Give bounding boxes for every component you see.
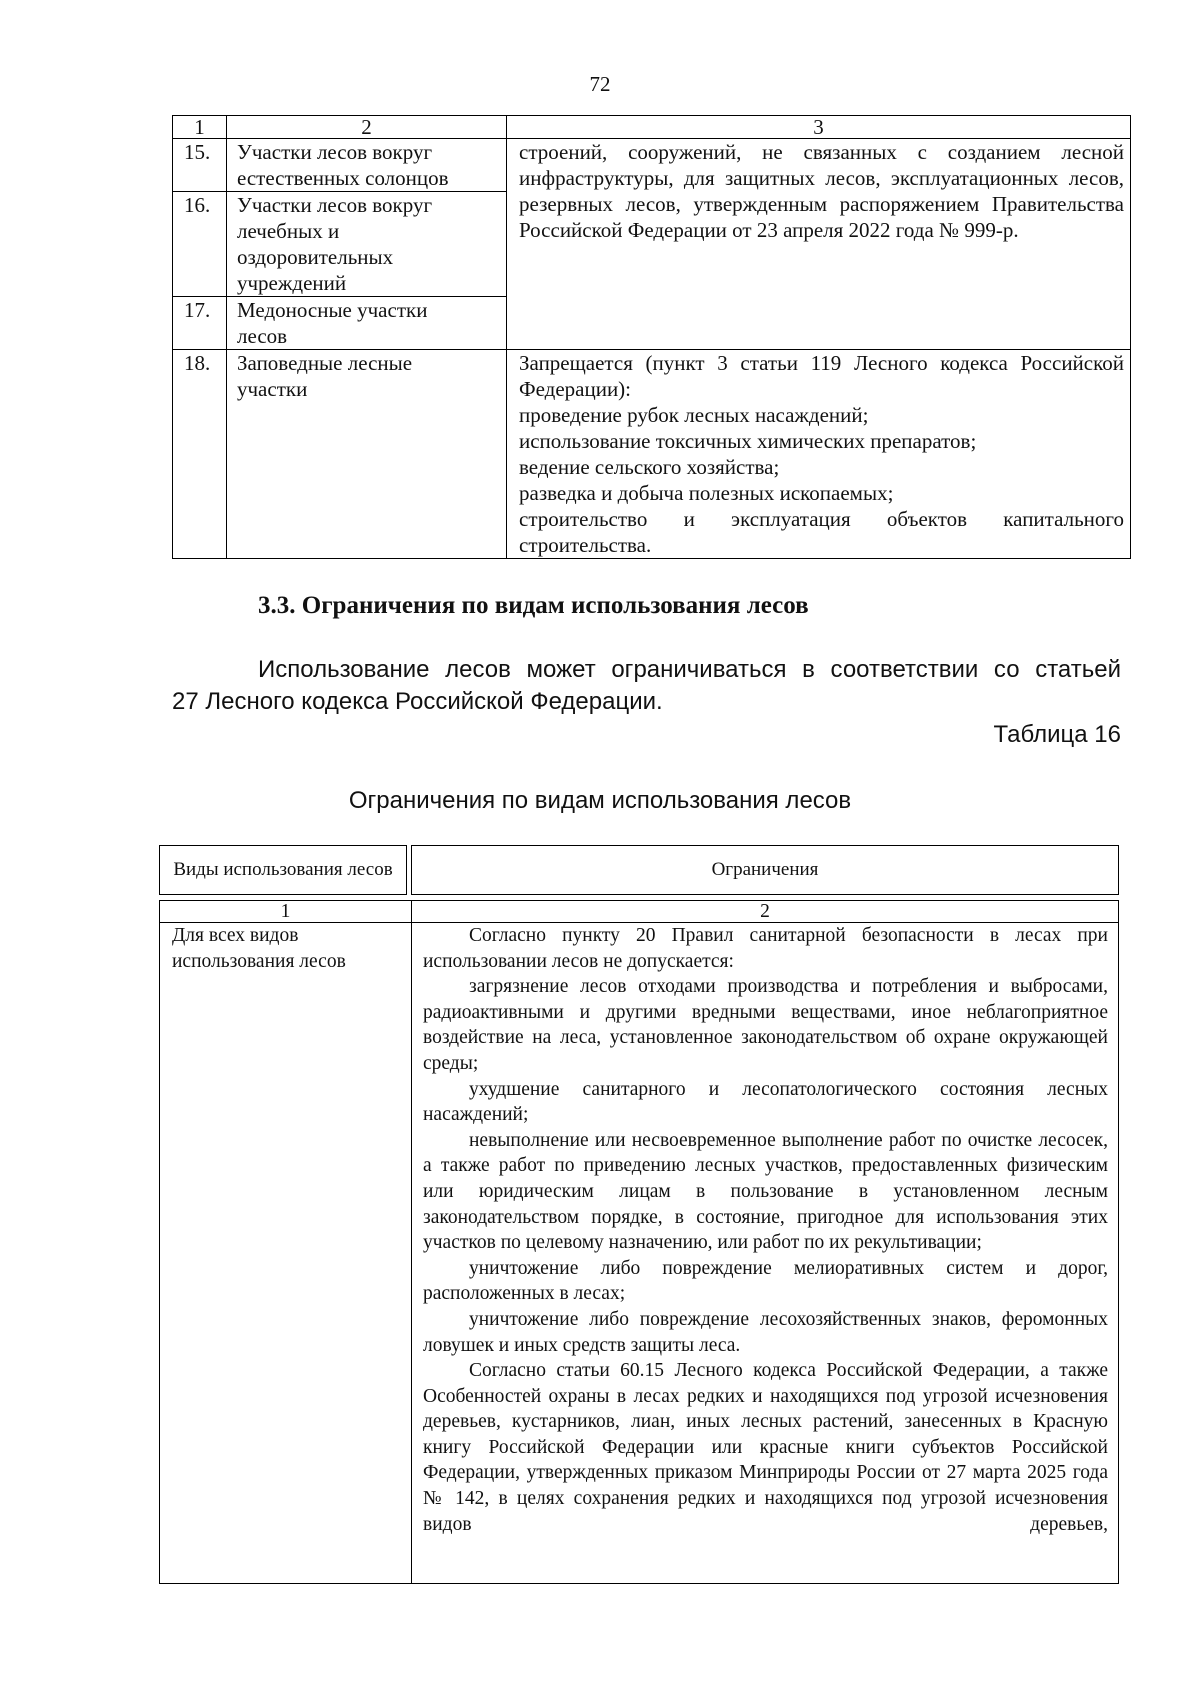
header-col-2: 2 [227, 116, 507, 139]
name-line: Участки лесов вокруг [237, 140, 433, 164]
reserved-sites-restrictions [507, 350, 1131, 559]
section-heading: 3.3. Ограничения по видам использования лесов [258, 592, 809, 619]
table-16-header [159, 845, 1119, 895]
restriction-item: строительство и эксплуатация объектов капитального строительства. [519, 507, 1124, 557]
restriction-paragraph: Согласно статьи 60.15 Лесного кодекса Российской Федерации, а также Особенностей охраны в лесах редких и находящихся под угрозой исчезновения деревьев, кустарников, лиан, иных лесных растений, занесенных в Красную книгу Российской Федерации или красные книги субъектов Российской Федерации, утвержденных приказом Минприроды России от 27 марта 2025 года № 142, в целях сохранения редких и находящихся под угрозой исчезновения видов деревьев, [423, 1360, 1108, 1535]
merged-restriction-text: строений, сооружений, не связанных с созданием лесной инфраструктуры, для защитных лесов, эксплуатационных лесов, резервных лесов, утвержденным распоряжением Правительства Российской Федерации от 23 апреля 2022 года № 999-р. [507, 139, 1131, 350]
column-number-row [160, 901, 1119, 923]
name-line: участки [237, 377, 308, 401]
name-line: естественных солонцов [237, 166, 449, 190]
restriction-item: проведение рубок лесных насаждений; [519, 403, 869, 427]
table-label: Таблица 16 [993, 721, 1121, 748]
restriction-paragraph: загрязнение лесов отходами производства и потребления и выбросами, радиоактивными и другими вредными веществами, иное неблагоприятное воздействие на леса, установленное законодательством об охране окружающей среды; [423, 976, 1108, 1074]
name-line: учреждений [237, 271, 347, 295]
row-name [227, 139, 507, 192]
row-number: 15. [173, 139, 227, 192]
page-number: 72 [589, 72, 611, 96]
table-row [160, 923, 1119, 1584]
column-number: 2 [412, 901, 1119, 923]
paragraph-line: 27 Лесного кодекса Российской Федерации. [172, 688, 663, 715]
table-row [173, 139, 1131, 192]
row-number: 18. [173, 350, 227, 559]
restriction-item: ведение сельского хозяйства; [519, 455, 780, 479]
row-name [227, 297, 507, 350]
restriction-item: разведка и добыча полезных ископаемых; [519, 481, 894, 505]
row-number: 16. [173, 192, 227, 297]
table-title: Ограничения по видам использования лесов [348, 787, 852, 814]
paragraph-line: Использование лесов может ограничиваться в соответствии со статьей [258, 656, 1121, 683]
restrictions-cell [412, 923, 1119, 1584]
restriction-paragraph: уничтожение либо повреждение лесохозяйственных знаков, феромонных ловушек и иных средств защиты леса. [423, 1308, 1108, 1356]
name-line: Медоносные участки [237, 298, 428, 322]
header-col-3: 3 [507, 116, 1131, 139]
header-restrictions: Ограничения [411, 845, 1119, 895]
name-line: лечебных и [237, 219, 340, 243]
row-name [227, 192, 507, 297]
name-line: Заповедные лесные [237, 351, 413, 375]
header-col-1: 1 [173, 116, 227, 139]
column-number: 1 [160, 901, 412, 923]
intro-paragraph [172, 654, 1121, 718]
table-row [173, 350, 1131, 559]
header-usage-types: Виды использования лесов [159, 845, 407, 895]
restriction-item: использование токсичных химических препаратов; [519, 429, 977, 453]
table-16 [159, 845, 1119, 1584]
name-line: лесов [237, 324, 288, 348]
restriction-intro: Запрещается (пункт 3 статьи 119 Лесного кодекса Российской Федерации): [519, 351, 1124, 401]
name-line: оздоровительных [237, 245, 394, 269]
name-line: Участки лесов вокруг [237, 193, 433, 217]
row-name [227, 350, 507, 559]
table-header-row [173, 116, 1131, 139]
restriction-paragraph: уничтожение либо повреждение мелиоративных систем и дорог, расположенных в лесах; [423, 1257, 1108, 1305]
restriction-paragraph: невыполнение или несвоевременное выполнение работ по очистке лесосек, а также работ по приведению лесных участков, предоставленных физическим или юридическим лицам в пользование в установленном лесным законодательством порядке, в состояние, пригодное для использования этих участков по целевому назначению, или работ по их рекультивации; [423, 1129, 1108, 1254]
usage-type-cell: Для всех видов использования лесов [160, 923, 412, 1584]
row-number: 17. [173, 297, 227, 350]
table-land-categories [172, 115, 1131, 559]
table-16-body [159, 900, 1119, 1584]
restriction-paragraph: ухудшение санитарного и лесопатологического состояния лесных насаждений; [423, 1078, 1108, 1126]
restriction-paragraph: Согласно пункту 20 Правил санитарной безопасности в лесах при использовании лесов не допускается: [423, 925, 1108, 972]
